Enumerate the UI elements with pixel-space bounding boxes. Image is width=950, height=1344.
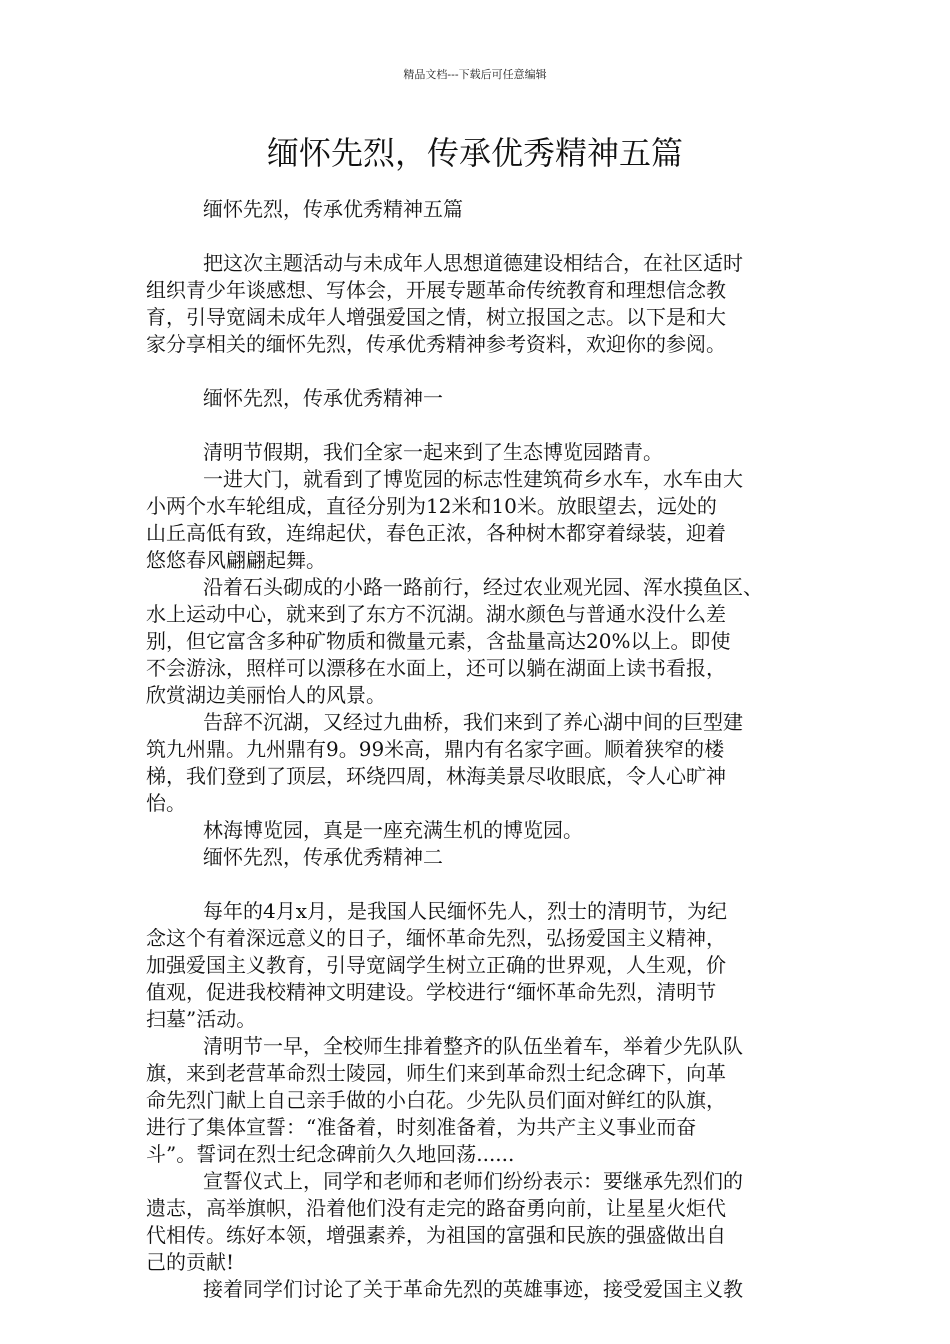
text-line: 筑九州鼎。九州鼎有9。99米高，鼎内有名家字画。顺着狭窄的楼	[146, 737, 725, 761]
text-line: 不会游泳，照样可以漂移在水面上，还可以躺在湖面上读书看报，	[146, 656, 726, 680]
text-line: 缅怀先烈，传承优秀精神二	[203, 845, 443, 869]
text-line: 值观，促进我校精神文明建设。学校进行“缅怀革命先烈，清明节	[146, 980, 717, 1004]
text-line: 悠悠春风翩翩起舞。	[146, 548, 326, 572]
text-line: 清明节假期，我们全家一起来到了生态博览园踏青。	[203, 440, 663, 464]
header-note: 精品文档---下载后可任意编辑	[403, 68, 547, 81]
text-line: 林海博览园，真是一座充满生机的博览园。	[203, 818, 583, 842]
text-line: 小两个水车轮组成，直径分别为12米和10米。放眼望去，远处的	[146, 494, 717, 518]
text-line: 别，但它富含多种矿物质和微量元素，含盐量高达20%以上。即使	[146, 629, 731, 653]
text-line: 己的贡献!	[146, 1250, 235, 1274]
text-line: 宣誓仪式上，同学和老师和老师们纷纷表示：要继承先烈们的	[203, 1169, 743, 1193]
text-line: 怡。	[146, 791, 186, 815]
text-line: 沿着石头砌成的小路一路前行，经过农业观光园、浑水摸鱼区、	[203, 575, 763, 599]
text-line: 告辞不沉湖，又经过九曲桥，我们来到了养心湖中间的巨型建	[203, 710, 743, 734]
blank-line	[146, 223, 806, 250]
document-title: 缅怀先烈，传承优秀精神五篇	[266, 134, 683, 172]
text-line: 遗志，高举旗帜，沿着他们没有走完的路奋勇向前，让星星火炬代	[146, 1196, 726, 1220]
text-line: 水上运动中心，就来到了东方不沉湖。湖水颜色与普通水没什么差	[146, 602, 726, 626]
text-line: 缅怀先烈，传承优秀精神一	[203, 386, 443, 410]
text-line: 把这次主题活动与未成年人思想道德建设相结合，在社区适时	[203, 251, 743, 275]
document-body	[146, 196, 806, 1303]
text-line: 山丘高低有致，连绵起伏，春色正浓，各种树木都穿着绿装，迎着	[146, 521, 726, 545]
text-line: 一进大门，就看到了博览园的标志性建筑荷乡水车，水车由大	[203, 467, 743, 491]
text-line: 念这个有着深远意义的日子，缅怀革命先烈，弘扬爱国主义精神，	[146, 926, 726, 950]
text-line: 梯，我们登到了顶层，环绕四周，林海美景尽收眼底，令人心旷神	[146, 764, 726, 788]
text-line: 欣赏湖边美丽怡人的风景。	[146, 683, 386, 707]
text-line: 进行了集体宣誓：“准备着，时刻准备着，为共产主义事业而奋	[146, 1115, 697, 1139]
text-line: 家分享相关的缅怀先烈，传承优秀精神参考资料，欢迎你的参阅。	[146, 332, 726, 356]
text-line: 代相传。练好本领，增强素养，为祖国的富强和民族的强盛做出自	[146, 1223, 726, 1247]
text-line: 接着同学们讨论了关于革命先烈的英雄事迹，接受爱国主义教	[203, 1277, 743, 1301]
text-line: 育，引导宽阔未成年人增强爱国之情，树立报国之志。以下是和大	[146, 305, 726, 329]
text-line: 组织青少年谈感想、写体会，开展专题革命传统教育和理想信念教	[146, 278, 726, 302]
blank-line	[146, 358, 806, 385]
text-line: 加强爱国主义教育，引导宽阔学生树立正确的世界观，人生观，价	[146, 953, 726, 977]
text-line: 每年的4月x月，是我国人民缅怀先人，烈士的清明节，为纪	[203, 899, 728, 923]
text-line: 命先烈门献上自己亲手做的小白花。少先队员们面对鲜红的队旗，	[146, 1088, 726, 1112]
blank-line	[146, 412, 806, 439]
blank-line	[146, 871, 806, 898]
text-line: 扫墓”活动。	[146, 1007, 257, 1031]
text-line: 缅怀先烈，传承优秀精神五篇	[203, 197, 463, 221]
text-line: 斗”。誓词在烈士纪念碑前久久地回荡......	[146, 1142, 515, 1166]
text-line: 清明节一早，全校师生排着整齐的队伍坐着车，举着少先队队	[203, 1034, 743, 1058]
text-line: 旗，来到老营革命烈士陵园，师生们来到革命烈士纪念碑下，向革	[146, 1061, 726, 1085]
